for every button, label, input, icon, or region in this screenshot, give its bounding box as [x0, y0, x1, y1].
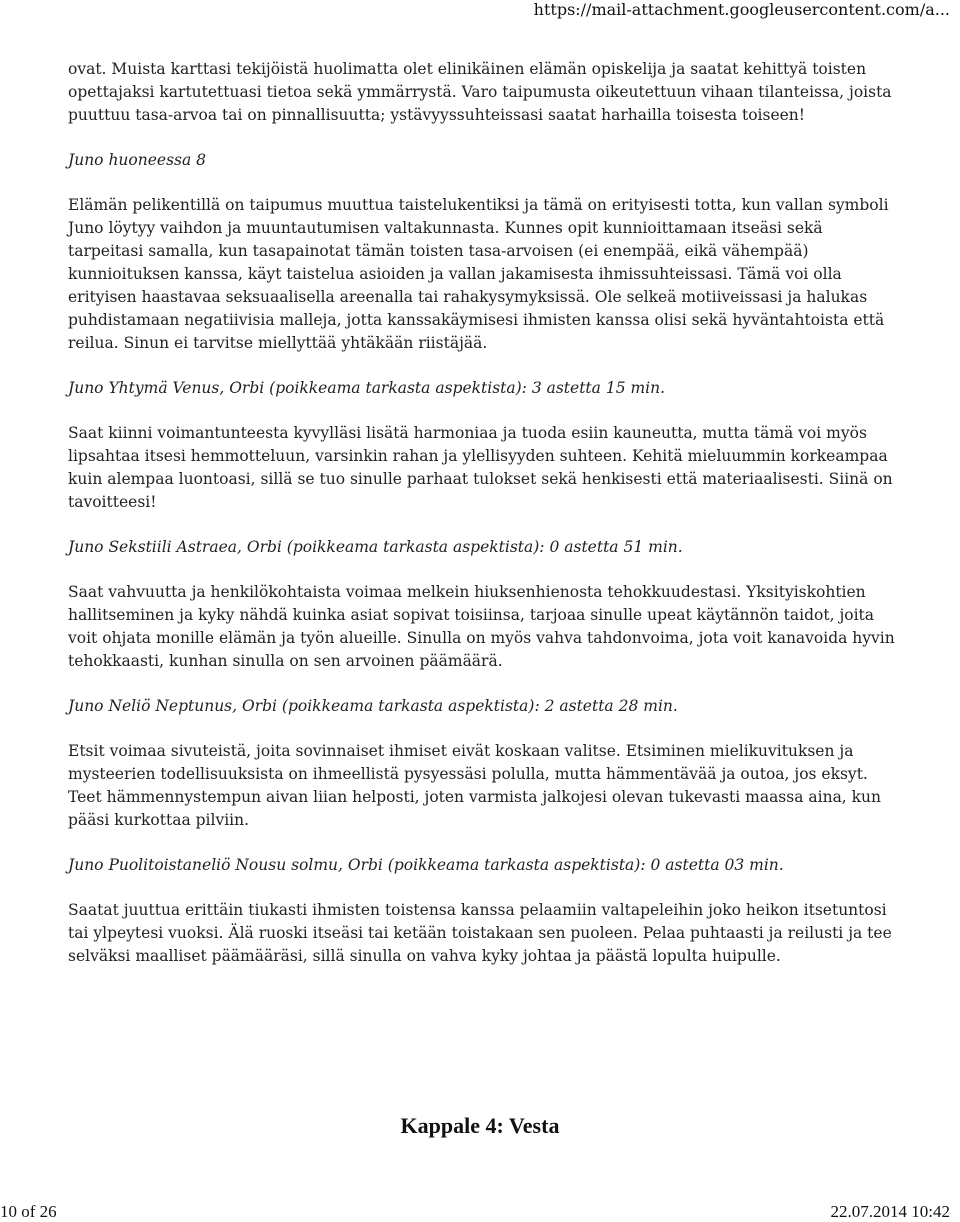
heading-juno-venus: Juno Yhtymä Venus, Orbi (poikkeama tarkasta aspektista): 3 astetta 15 min.	[68, 379, 666, 397]
heading-juno-node: Juno Puolitoistaneliö Nousu solmu, Orbi (poikkeama tarkasta aspektista): 0 astetta 03 min.	[68, 856, 784, 874]
heading-juno-neptunus: Juno Neliö Neptunus, Orbi (poikkeama tarkasta aspektista): 2 astetta 28 min.	[68, 697, 678, 715]
document-body	[68, 58, 898, 968]
paragraph-juno-node: Saatat juuttua erittäin tiukasti ihmisten toistensa kanssa pelaamiin valtapeleihin joko heikon itsetuntosi tai ylpeytesi vuoksi. Älä ruoski itseäsi tai ketään toistakaan sen puoleen. Pelaa puhtaasti ja reilusti ja tee selväksi maalliset päämääräsi, sillä sinulla on vahva kyky johtaa ja päästä lopulta huipulle.	[68, 901, 892, 965]
paragraph-juno-house-8: Elämän pelikentillä on taipumus muuttua taistelukentiksi ja tämä on erityisesti totta, kun vallan symboli Juno löytyy vaihdon ja muuntautumisen valtakunnasta. Kunnes opit kunnioittamaan itseäsi sekä tarpeitasi samalla, kun tasapainotat tämän toisten tasa-arvoisen (ei enempää, eikä vähempää) kunnioituksen kanssa, käyt taistelua asioiden ja vallan jakamisesta ihmissuhteissasi. Tämä voi olla erityisen haastavaa seksuaalisella areenalla tai rahakysymyksissä. Ole selkeä motiiveissasi ja halukas puhdistamaan negatiivisia malleja, jotta kanssakäymisesi ihmisten kanssa olisi sekä hyväntahtoista että reilua. Sinun ei tarvitse miellyttää yhtäkään riistäjää.	[68, 196, 889, 352]
source-url: https://mail-attachment.googleusercontent.com/a...	[533, 0, 950, 19]
chapter-title: Kappale 4: Vesta	[400, 1113, 560, 1138]
paragraph-juno-venus: Saat kiinni voimantunteesta kyvylläsi lisätä harmoniaa ja tuoda esiin kauneutta, mutta tämä voi myös lipsahtaa itsesi hemmotteluun, varsinkin rahan ja ylellisyyden suhteen. Kehitä mieluummin korkeampaa kuin alempaa luontoasi, sillä se tuo sinulle parhaat tulokset sekä henkisesti että materiaalisesti. Siinä on tavoitteesi!	[68, 424, 893, 511]
heading-juno-astraea: Juno Sekstiili Astraea, Orbi (poikkeama tarkasta aspektista): 0 astetta 51 min.	[68, 538, 683, 556]
paragraph-juno-astraea: Saat vahvuutta ja henkilökohtaista voimaa melkein hiuksenhienosta tehokkuudestasi. Yksityiskohtien hallitseminen ja kyky nähdä kuinka asiat sopivat toisiinsa, tarjoaa sinulle upeat käytännön taidot, joita voit ohjata monille elämän ja työn alueille. Sinulla on myös vahva tahdonvoima, jota voit kanavoida hyvin tehokkaasti, kunhan sinulla on sen arvoinen päämäärä.	[68, 583, 895, 670]
page-number: 10 of 26	[0, 1202, 57, 1221]
heading-juno-house-8: Juno huoneessa 8	[68, 151, 207, 169]
paragraph-intro: ovat. Muista karttasi tekijöistä huolimatta olet elinikäinen elämän opiskelija ja saatat kehittyä toisten opettajaksi kartutettuasi tietoa sekä ymmärrystä. Varo taipumusta oikeutettuun vihaan tilanteissa, joista puuttuu tasa-arvoa tai on pinnallisuutta; ystävyyssuhteissasi saatat harhailla toisesta toiseen!	[68, 60, 892, 124]
paragraph-juno-neptunus: Etsit voimaa sivuteistä, joita sovinnaiset ihmiset eivät koskaan valitse. Etsiminen mielikuvituksen ja mysteerien todellisuuksista on ihmeellistä pysyessäsi polulla, mutta hämmentävää ja outoa, jos eksyt. Teet hämmennystempun aivan liian helposti, joten varmista jalkojesi olevan tukevasti maassa aina, kun pääsi kurkottaa pilviin.	[68, 742, 882, 829]
print-datetime: 22.07.2014 10:42	[830, 1202, 950, 1221]
